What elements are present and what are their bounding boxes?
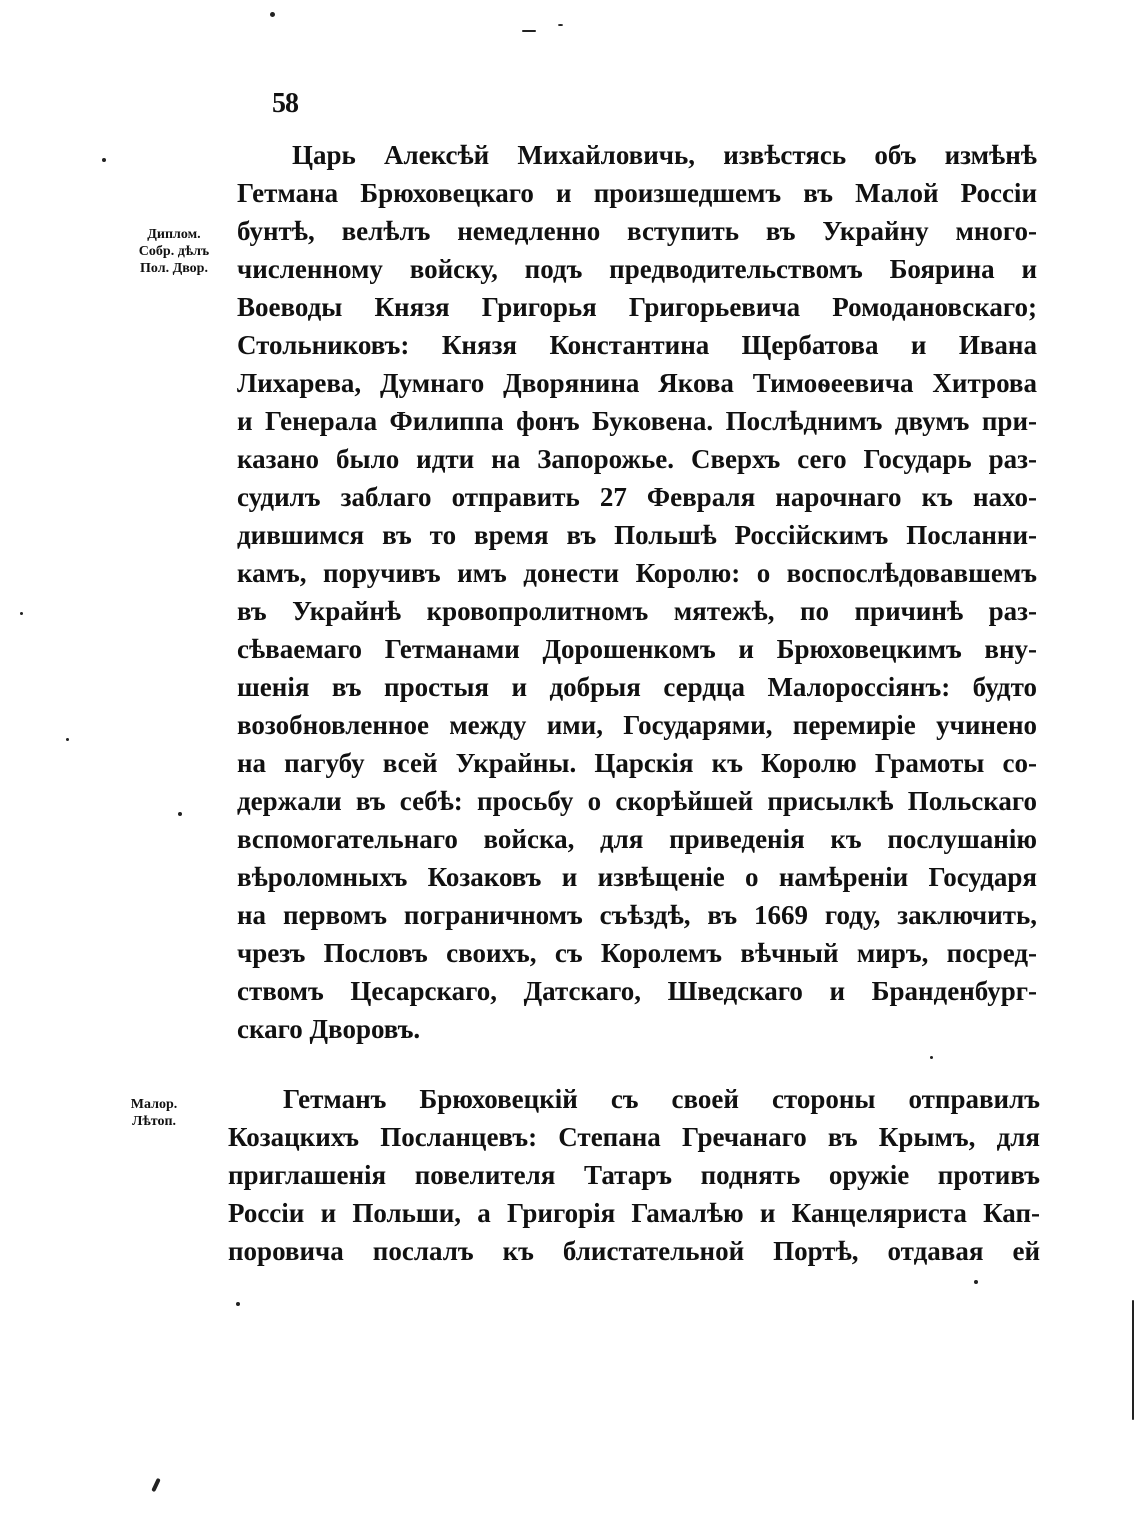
text-line: Воеводы Князя Григорья Григорьевича Ромодановскаго; <box>237 292 1037 322</box>
text-line: Россіи и Польши, а Григорія Гамалѣю и Канцеляриста Кап- <box>228 1198 1040 1228</box>
text-line: шенія въ простыя и добрыя сердца Малороссіянъ: будто <box>237 672 1037 702</box>
scan-speck <box>102 158 106 162</box>
text-line: Гетманъ Брюховецкій съ своей стороны отправилъ <box>283 1084 1040 1114</box>
text-line: и Генерала Филиппа фонъ Буковена. Послѣднимъ двумъ при- <box>237 406 1037 436</box>
text-line: приглашенія повелителя Татаръ поднять оружіе противъ <box>228 1160 1040 1190</box>
text-line: камъ, поручивъ имъ донести Королю: о воспослѣдовавшемъ <box>237 558 1037 588</box>
scan-speck <box>974 1280 978 1284</box>
text-line: Гетмана Брюховецкаго и произшедшемъ въ Малой Россіи <box>237 178 1037 208</box>
text-line: Козацкихъ Посланцевъ: Степана Гречанаго въ Крымъ, для <box>228 1122 1040 1152</box>
text-line: поровича послалъ къ блистательной Портѣ, отдавая ей <box>228 1236 1040 1266</box>
text-line: Стольниковъ: Князя Константина Щербатова и Ивана <box>237 330 1037 360</box>
scan-speck <box>178 812 182 816</box>
text-line: возобновленное между ими, Государями, перемиріе учинено <box>237 710 1037 740</box>
scan-speck <box>930 1056 933 1059</box>
margin-note-chronicle <box>110 1096 198 1130</box>
scan-speck <box>558 24 563 26</box>
text-line: вспомогательнаго войска, для приведенія къ послушанію <box>237 824 1037 854</box>
scan-speck <box>270 12 275 17</box>
page-number: 58 <box>272 88 298 119</box>
margin-note-line: Пол. Двор. <box>140 261 208 276</box>
text-line: вѣроломныхъ Козаковъ и извѣщеніе о намѣреніи Государя <box>237 862 1037 892</box>
text-line: держали въ себѣ: просьбу о скорѣйшей присылкѣ Польскаго <box>237 786 1037 816</box>
margin-note-line: Лѣтоп. <box>131 1114 177 1129</box>
text-line: судилъ заблаго отправить 27 Февраля нарочнаго къ нахо- <box>237 482 1037 512</box>
text-line: казано было идти на Запорожье. Сверхъ сего Государь раз- <box>237 444 1037 474</box>
text-line: чрезъ Пословъ своихъ, съ Королемъ вѣчный миръ, посред- <box>237 938 1037 968</box>
margin-note-source <box>118 226 230 277</box>
text-line: сѣваемаго Гетманами Дорошенкомъ и Брюховецкимъ вну- <box>237 634 1037 664</box>
text-line: въ Украйнѣ кровопролитномъ мятежѣ, по причинѣ раз- <box>237 596 1037 626</box>
text-line: численному войску, подъ предводительствомъ Боярина и <box>237 254 1037 284</box>
scan-speck <box>522 30 536 32</box>
text-line: Царь Алексѣй Михайловичь, извѣстясь объ измѣнѣ <box>292 140 1037 170</box>
paragraph-2 <box>228 1080 1040 1270</box>
text-line: Лихарева, Думнаго Дворянина Якова Тимоѳеевича Хитрова <box>237 368 1037 398</box>
text-line: ствомъ Цесарскаго, Датскаго, Шведскаго и Бранденбург- <box>237 976 1037 1006</box>
margin-note-line: Малор. <box>130 1097 178 1112</box>
scan-speck <box>151 1478 161 1492</box>
scan-speck <box>1132 1300 1134 1420</box>
paragraph-1 <box>237 136 1037 1048</box>
text-line: на первомъ пограничномъ съѣздѣ, въ 1669 году, заключить, <box>237 900 1037 930</box>
text-line: на пагубу всей Украйны. Царскія къ Королю Грамоты со- <box>237 748 1037 778</box>
margin-note-line: Диплом. <box>147 227 201 242</box>
text-line: дившимся въ то время въ Польшѣ Россійскимъ Посланни- <box>237 520 1037 550</box>
scan-speck <box>66 738 69 741</box>
text-line: бунтѣ, велѣлъ немедленно вступить въ Украйну много- <box>237 216 1037 246</box>
scan-speck <box>236 1302 240 1306</box>
margin-note-line: Собр. дѣлъ <box>138 244 210 259</box>
text-line: скаго Дворовъ. <box>237 1014 421 1044</box>
scan-speck <box>20 612 23 615</box>
